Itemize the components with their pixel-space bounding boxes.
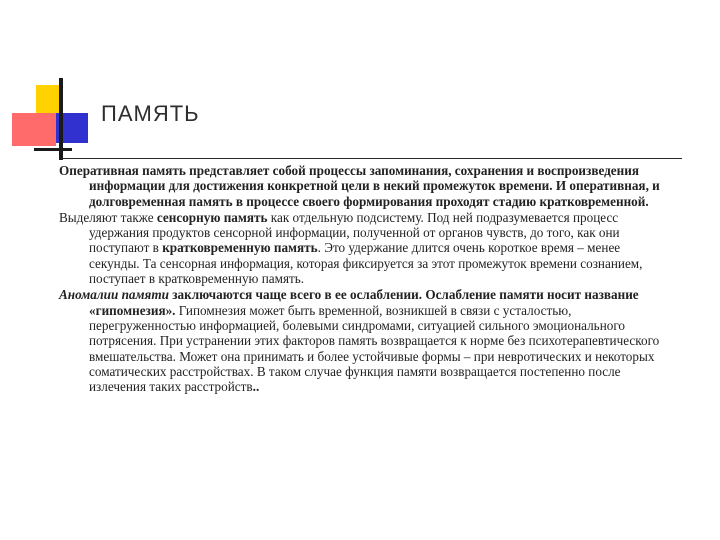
text-run-bold: заключаются чаще всего в ее ослаблении. Ослабление памяти носит название «гипомнезия». bbox=[89, 287, 639, 318]
title-underline bbox=[62, 158, 682, 159]
text-run-bold-italic: Аномалии памяти bbox=[59, 287, 169, 303]
text-run: . Это удержание длится очень короткое время – менее секунды. Та сенсорная информация, которая фиксируется за этот промежуток времени сознанием, поступает в кратковременную память. bbox=[89, 240, 643, 287]
paragraph-operative-memory bbox=[59, 163, 664, 209]
paragraph-sensory-memory bbox=[59, 210, 664, 286]
text-run: как отдельную подсистему. Под ней подразумевается процесс удержания продуктов сенсорной информации, полученной от органов чувств, до того, как они поступают в bbox=[89, 209, 620, 256]
decor-horizontal-line bbox=[34, 148, 72, 151]
text-run-bold: .. bbox=[252, 379, 260, 395]
slide-body bbox=[59, 163, 664, 395]
decor-red-square bbox=[12, 113, 56, 146]
text-run: Выделяют также bbox=[59, 209, 157, 225]
text-run: Гипомнезия может быть временной, возникшей в связи с усталостью, перегруженностью информацией, болевыми синдромами, ситуацией сильного эмоционального потрясения. При устранении этих факторов память возвращается к норме без психотерапевтического вмешательства. Может она принимать и более устойчивые формы – при невротических и некоторых соматических расстройствах. В таком случае функция памяти возвращается постепенно после излечения таких расстройств bbox=[89, 302, 660, 395]
text-run-bold: сенсорную память bbox=[156, 209, 268, 225]
text-run-bold: кратковременную память bbox=[162, 240, 318, 256]
slide-title: ПАМЯТЬ bbox=[101, 101, 200, 126]
paragraph-memory-anomalies bbox=[59, 287, 664, 394]
paragraph-text: Оперативная память представляет собой процессы запоминания, сохранения и воспроизведения информации для достижения конкретной цели в некий промежуток времени. И оперативная, и долговременная память в процессе своего формирования проходят стадию кратковременной. bbox=[59, 163, 660, 209]
